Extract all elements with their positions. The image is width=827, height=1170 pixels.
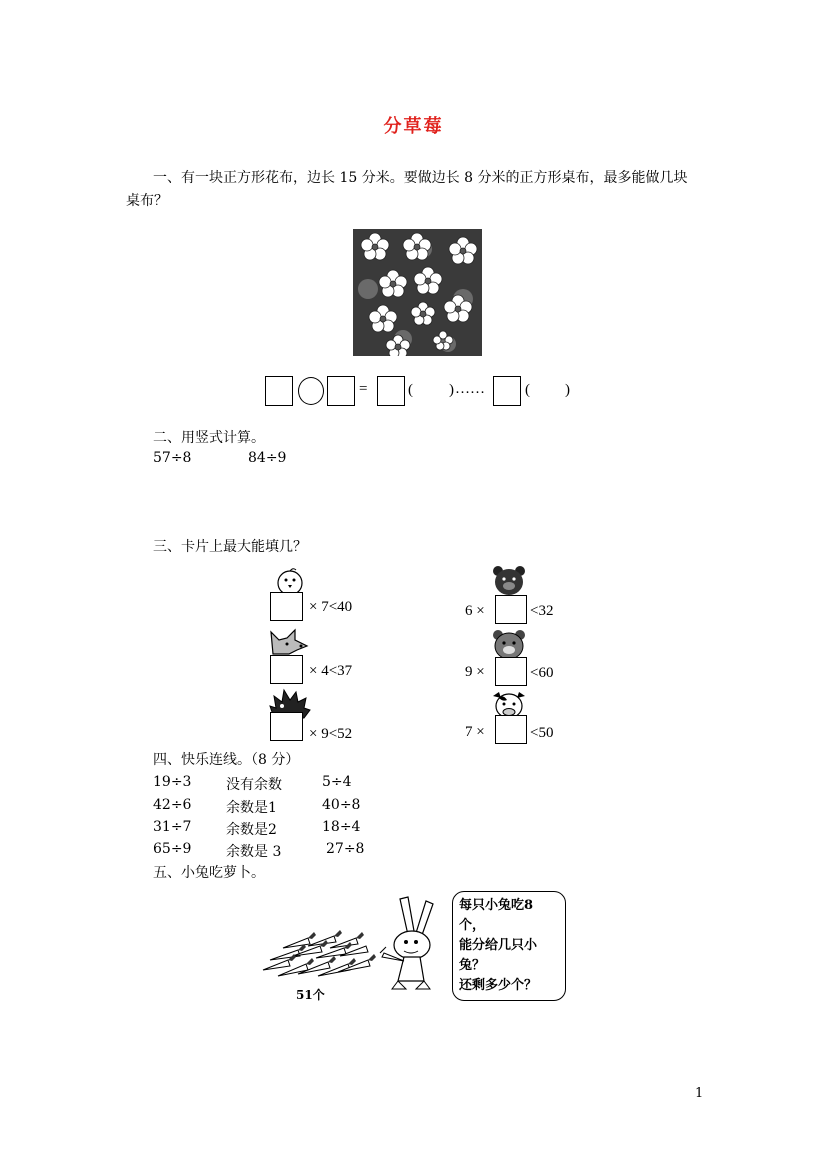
- q3-heading: 三、卡片上最大能填几？: [153, 539, 307, 555]
- page-number: 1: [695, 1086, 704, 1101]
- bubble-line1: 每只小兔吃8个，: [459, 898, 534, 933]
- carrot-count-label: 51个: [296, 988, 325, 1002]
- answer-box-remainder[interactable]: [493, 376, 521, 406]
- q4-row2-right[interactable]: 40÷8: [322, 797, 361, 813]
- flower-cloth-image: [353, 229, 482, 356]
- page-title: 分草莓: [383, 116, 444, 137]
- card-left-2-expr: × 4<37: [309, 663, 353, 679]
- card-right-2-suffix: <60: [530, 665, 554, 681]
- q4-row1-mid[interactable]: 没有余数: [226, 777, 282, 793]
- answer-box-divisor[interactable]: [327, 376, 355, 406]
- q4-row3-mid[interactable]: 余数是2: [226, 822, 277, 838]
- card-right-1-prefix: 6 ×: [465, 603, 485, 619]
- q4-row1-right[interactable]: 5÷4: [322, 774, 352, 790]
- speech-bubble: [452, 891, 566, 1001]
- bubble-line3: 还剩多少个？: [459, 978, 538, 993]
- card-right-3[interactable]: [495, 715, 527, 744]
- q2-item1: 57÷8: [153, 450, 192, 466]
- q4-row4-left[interactable]: 65÷9: [153, 841, 192, 857]
- card-left-3-expr: × 9<52: [309, 726, 353, 742]
- q1-text-line2: 桌布？: [126, 193, 168, 209]
- card-left-2[interactable]: [270, 655, 303, 684]
- paren2-open: (: [525, 382, 530, 398]
- q4-row4-right[interactable]: 27÷8: [326, 841, 365, 857]
- q4-row3-right[interactable]: 18÷4: [322, 819, 361, 835]
- card-right-3-suffix: <50: [530, 725, 554, 741]
- card-right-1-suffix: <32: [530, 603, 554, 619]
- card-right-1[interactable]: [495, 595, 527, 624]
- q4-heading: 四、快乐连线。（8 分）: [153, 752, 300, 768]
- q1-text-line1: 一、有一块正方形花布，边长 15 分米。要做边长 8 分米的正方形桌布，最多能做几块: [153, 170, 688, 186]
- carrot-pile-image: [258, 930, 382, 982]
- q4-row4-mid[interactable]: 余数是 3: [226, 844, 282, 860]
- paren-open: (: [408, 382, 413, 398]
- remainder-dots: ……: [455, 381, 485, 397]
- bubble-line2: 能分给几只小兔？: [459, 938, 538, 973]
- q4-row2-mid[interactable]: 余数是1: [226, 800, 277, 816]
- q2-item2: 84÷9: [248, 450, 287, 466]
- paren2-close: ): [565, 382, 570, 398]
- answer-box-quotient[interactable]: [377, 376, 405, 406]
- card-left-1[interactable]: [270, 592, 303, 621]
- q4-row1-left[interactable]: 19÷3: [153, 774, 192, 790]
- card-left-3[interactable]: [270, 712, 303, 741]
- card-right-3-prefix: 7 ×: [465, 724, 485, 740]
- card-right-2[interactable]: [495, 657, 527, 686]
- bear2-icon: [492, 628, 526, 660]
- q5-heading: 五、小兔吃萝卜。: [153, 865, 265, 881]
- bear-icon: [492, 564, 526, 596]
- card-right-2-prefix: 9 ×: [465, 664, 485, 680]
- rabbit-icon: [378, 895, 452, 991]
- fox-icon: [265, 626, 311, 656]
- equals-sign: =: [359, 381, 368, 397]
- operator-circle[interactable]: [298, 377, 324, 405]
- q4-row3-left[interactable]: 31÷7: [153, 819, 192, 835]
- answer-box-dividend[interactable]: [265, 376, 293, 406]
- q4-row2-left[interactable]: 42÷6: [153, 797, 192, 813]
- q2-heading: 二、用竖式计算。: [153, 430, 265, 446]
- paren-close: ): [449, 382, 454, 398]
- card-left-1-expr: × 7<40: [309, 599, 353, 615]
